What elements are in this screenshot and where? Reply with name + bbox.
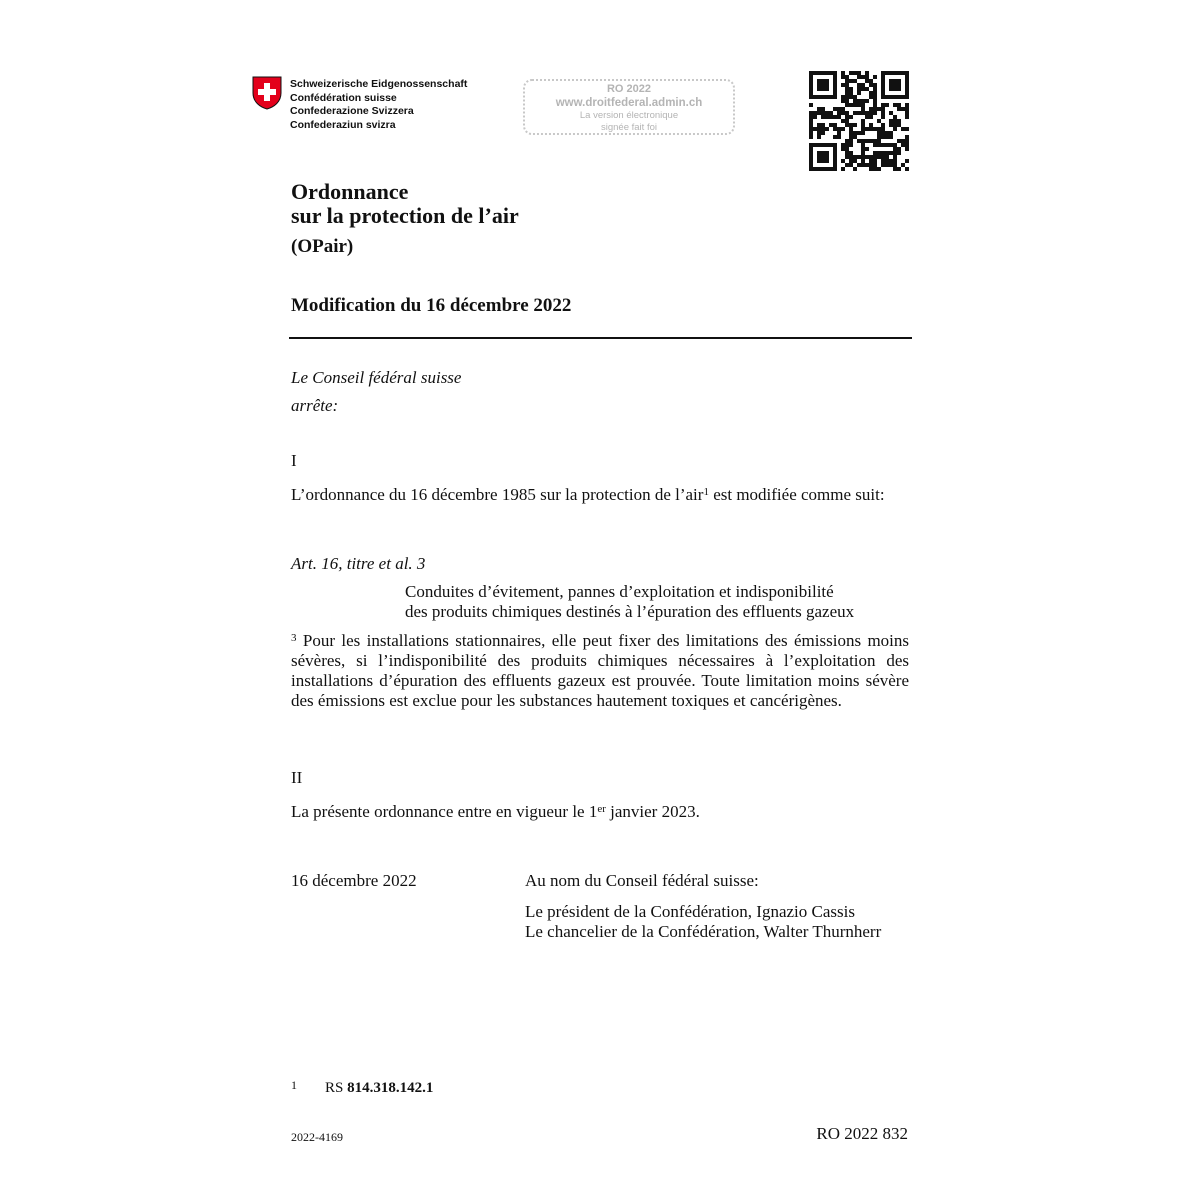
article-paragraph xyxy=(291,631,909,711)
footnote-number: 1 xyxy=(291,1078,297,1092)
divider xyxy=(289,337,912,339)
modification-date: Modification du 16 décembre 2022 xyxy=(291,295,572,316)
paragraph-number: 3 xyxy=(291,632,297,644)
on-behalf: Au nom du Conseil fédéral suisse: xyxy=(525,871,759,890)
footnote-ref-number: 814.318.142.1 xyxy=(347,1080,434,1096)
footnote-ref: 1 xyxy=(703,486,709,498)
preamble-line-2: arrête: xyxy=(291,396,339,415)
section-numeral-1: I xyxy=(291,451,297,470)
federal-name-it: Confederazione Svizzera xyxy=(290,105,414,117)
qr-code-icon xyxy=(809,71,909,171)
federal-name-de: Schweizerische Eidgenossenschaft xyxy=(290,78,468,90)
stamp-line-3: La version électronique xyxy=(579,110,679,121)
footnote-text xyxy=(325,1079,433,1097)
authenticity-stamp xyxy=(523,79,735,135)
section-1-intro xyxy=(291,485,909,505)
title-abbreviation: (OPair) xyxy=(291,236,354,257)
title-line-1: Ordonnance xyxy=(291,179,409,204)
ro-reference: RO 2022 832 xyxy=(816,1124,908,1143)
signature-date: 16 décembre 2022 xyxy=(291,871,417,890)
stamp-line-2: www.droitfederal.admin.ch xyxy=(555,97,703,109)
signatory-president: Le président de la Confédération, Ignazio Cassis xyxy=(525,902,855,921)
stamp-line-1: RO 2022 xyxy=(606,83,652,95)
swiss-cross-icon xyxy=(252,76,282,110)
entry-text: La présente ordonnance entre en vigueur le 1 xyxy=(291,802,598,821)
article-title xyxy=(405,582,854,622)
preamble-line-1: Le Conseil fédéral suisse xyxy=(291,368,462,387)
article-title-line-1: Conduites d’évitement, pannes d’exploitation et indisponibilité xyxy=(405,582,834,601)
page-title xyxy=(291,180,519,228)
section-1-intro-rest: est modifiée comme suit: xyxy=(708,485,885,504)
title-line-2: sur la protection de l’air xyxy=(291,203,519,228)
paragraph-text: Pour les installations stationnaires, elle peut fixer des limitations des émissions moins sévères, si l’indisponibilité des produits chimiques nécessaires à l’exploitation des installations d’épuration des effluents gazeux est prouvée. Toute limitation moins sévère des émissions est exclue pour les substances hautement toxiques et cancérigènes. xyxy=(291,631,909,710)
entry-ordinal: er xyxy=(597,803,606,815)
signatory-chancellor: Le chancelier de la Confédération, Walter Thurnherr xyxy=(525,922,882,941)
federal-names xyxy=(290,78,467,132)
entry-text-rest: janvier 2023. xyxy=(605,802,700,821)
entry-into-force xyxy=(291,802,700,822)
article-heading: Art. 16, titre et al. 3 xyxy=(291,554,426,573)
article-title-line-2: des produits chimiques destinés à l’épuration des effluents gazeux xyxy=(405,602,855,621)
footnote-prefix: RS xyxy=(325,1080,348,1096)
section-numeral-2: II xyxy=(291,768,303,787)
stamp-line-4: signée fait foi xyxy=(601,122,657,133)
document-id: 2022-4169 xyxy=(291,1130,343,1144)
federal-name-fr: Confédération suisse xyxy=(290,91,397,104)
federal-name-rm: Confederaziun svizra xyxy=(290,118,396,131)
section-1-intro-text: L’ordonnance du 16 décembre 1985 sur la protection de l’air xyxy=(291,485,704,504)
